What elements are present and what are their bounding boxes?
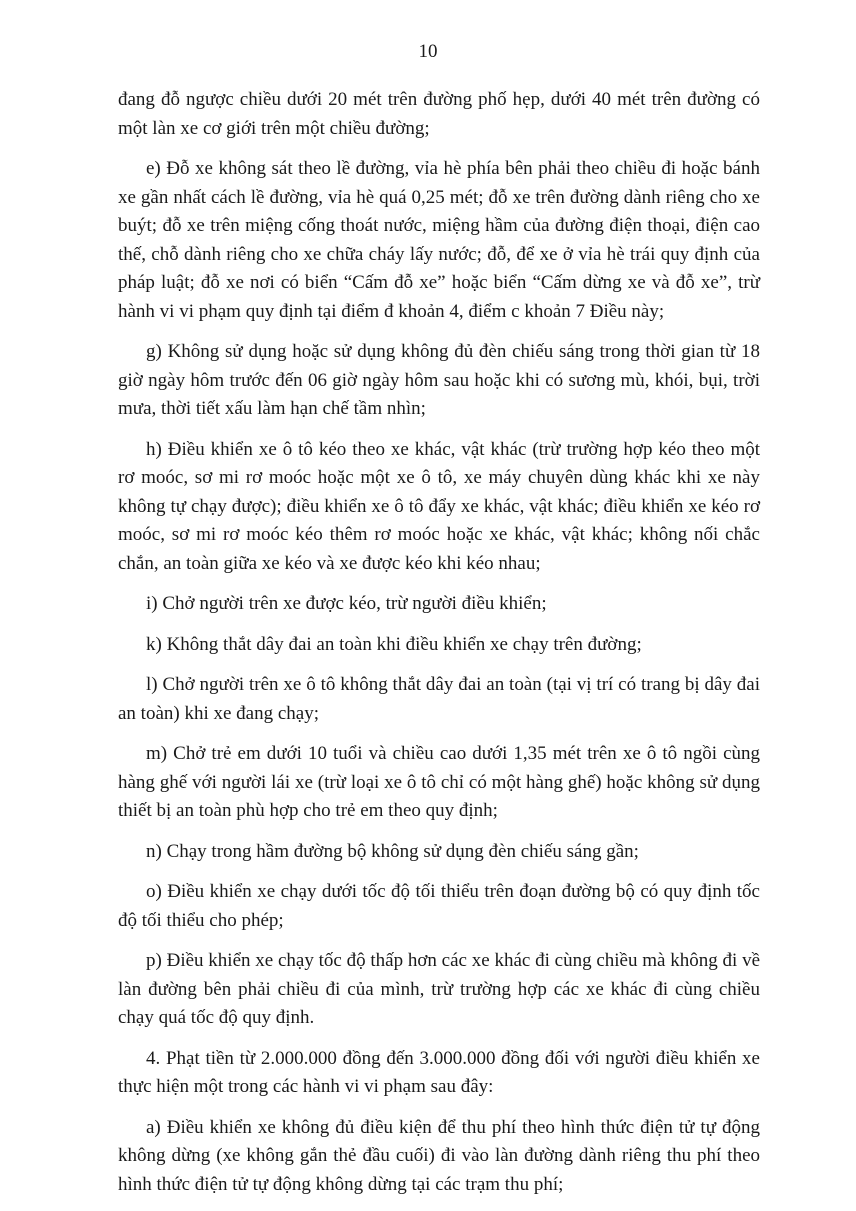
paragraph-item-i: i) Chở người trên xe được kéo, trừ người điều khiển; xyxy=(146,593,547,614)
paragraph-continuation: đang đỗ ngược chiều dưới 20 mét trên đường phố hẹp, dưới 40 mét trên đường có một làn xe cơ giới trên một chiều đường; xyxy=(118,89,760,139)
paragraph-item-e: e) Đỗ xe không sát theo lề đường, vỉa hè phía bên phải theo chiều đi hoặc bánh xe gần nhất cách lề đường, vỉa hè quá 0,25 mét; đỗ xe trên đường dành riêng cho xe buýt; đỗ xe trên miệng cống thoát nước, miệng hầm của đường điện thoại, điện cao thế, chỗ dành riêng cho xe chữa cháy lấy nước; đỗ, để xe ở vỉa hè trái quy định của pháp luật; đỗ xe nơi có biển “Cấm đỗ xe” hoặc biển “Cấm dừng xe và đỗ xe”, trừ hành vi vi phạm quy định tại điểm đ khoản 4, điểm c khoản 7 Điều này; xyxy=(118,158,760,322)
paragraph-item-m: m) Chở trẻ em dưới 10 tuổi và chiều cao dưới 1,35 mét trên xe ô tô ngồi cùng hàng ghế với người lái xe (trừ loại xe ô tô chỉ có một hàng ghế) hoặc không sử dụng thiết bị an toàn phù hợp cho trẻ em theo quy định; xyxy=(118,743,760,821)
paragraph-item-p: p) Điều khiển xe chạy tốc độ thấp hơn các xe khác đi cùng chiều mà không đi về làn đường bên phải chiều đi của mình, trừ trường hợp các xe khác đi cùng chiều chạy quá tốc độ quy định. xyxy=(118,950,760,1028)
document-body xyxy=(118,86,760,1211)
paragraph-item-n: n) Chạy trong hầm đường bộ không sử dụng đèn chiếu sáng gần; xyxy=(146,840,639,862)
paragraph-item-k: k) Không thắt dây đai an toàn khi điều khiển xe chạy trên đường; xyxy=(146,633,642,655)
paragraph-item-g: g) Không sử dụng hoặc sử dụng không đủ đèn chiếu sáng trong thời gian từ 18 giờ ngày hôm trước đến 06 giờ ngày hôm sau hoặc khi có sương mù, khói, bụi, trời mưa, thời tiết xấu làm hạn chế tầm nhìn; xyxy=(118,341,760,419)
paragraph-item-l: l) Chở người trên xe ô tô không thắt dây đai an toàn (tại vị trí có trang bị dây đai an toàn) khi xe đang chạy; xyxy=(118,674,760,724)
paragraph-item-h: h) Điều khiển xe ô tô kéo theo xe khác, vật khác (trừ trường hợp kéo theo một rơ moóc, sơ mi rơ moóc hoặc một xe ô tô, xe máy chuyên dùng khác khi xe này không tự chạy được); điều khiển xe ô tô đẩy xe khác, vật khác; điều khiển xe kéo rơ moóc, sơ mi rơ moóc kéo thêm rơ moóc hoặc xe khác, vật khác; không nối chắc chắn, an toàn giữa xe kéo và xe được kéo khi kéo nhau; xyxy=(118,438,760,574)
paragraph-item-o: o) Điều khiển xe chạy dưới tốc độ tối thiểu trên đoạn đường bộ có quy định tốc độ tối thiểu cho phép; xyxy=(118,881,760,931)
paragraph-item-a: a) Điều khiển xe không đủ điều kiện để thu phí theo hình thức điện tử tự động không dừng (xe không gắn thẻ đầu cuối) đi vào làn đường dành riêng thu phí theo hình thức điện tử tự động không dừng tại các trạm thu phí; xyxy=(118,1116,760,1195)
paragraph-clause-4: 4. Phạt tiền từ 2.000.000 đồng đến 3.000.000 đồng đối với người điều khiển xe thực hiện một trong các hành vi vi phạm sau đây: xyxy=(118,1047,760,1097)
page-number: 10 xyxy=(418,41,438,62)
